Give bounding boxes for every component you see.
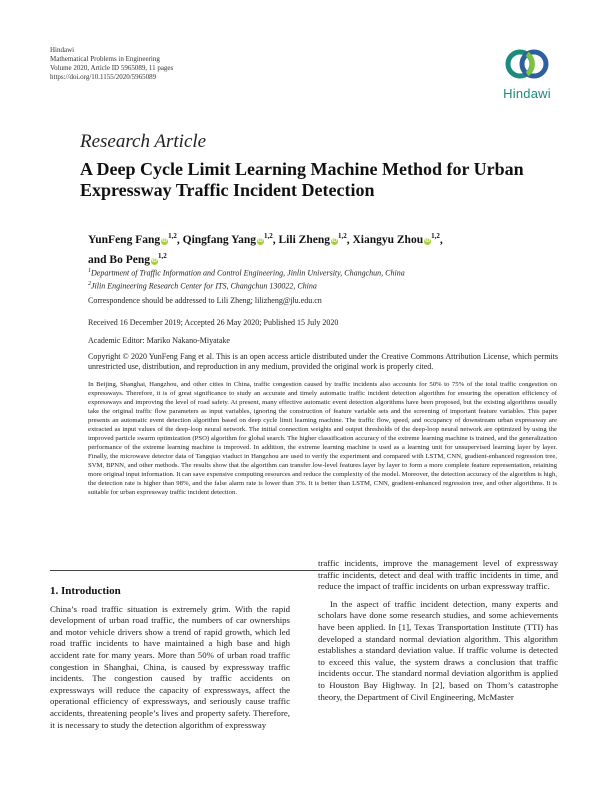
body-column-left [50, 586, 290, 731]
body-paragraph: China’s road traffic situation is extremely grim. With the rapid development of urban road traffic, the numbers of car ownerships and motor vehicle drivers show a trend of rapid growth, which led road traffic incidents to have maintained a high base and high accident rate for many years. More than 50% of urban road traffic congestion in Shanghai, China, is caused by expressway traffic incidents. The congestion caused by traffic accidents on expressways will reduce the capacity of expressways, affect the operational efficiency of expressways, and seriously cause traffic accidents, threatening people’s lives and property safety. Therefore, it is necessary to study the detection algorithm of expressway [50, 603, 290, 730]
author-list [88, 228, 558, 268]
correspondence: Correspondence should be addressed to Lili Zheng; lilizheng@jlu.edu.cn [88, 296, 322, 305]
orcid-icon[interactable]: iD [162, 237, 168, 244]
affiliations [88, 266, 558, 291]
author[interactable]: Qingfang Yang iD$^{1,2}$, [182, 232, 276, 246]
section-heading: 1. Introduction [50, 585, 121, 597]
hindawi-logo-icon [502, 44, 552, 84]
academic-editor: Academic Editor: Mariko Nakano-Miyatake [88, 336, 230, 345]
abstract: In Beijing, Shanghai, Hangzhou, and other cities in China, traffic congestion caused by traffic incidents also accounts for 50% to 75% of the total traffic congestion on expressways. Therefore, it is of great significance to study an accurate and timely automatic traffic incident detection algorithm for ensuring the operation efficiency of expressways and improving the level of road safety. At present, many effective automatic event detection algorithms have been proposed, but the existing algorithms usually take the original traffic flow parameters as input variables, ignoring the construction of feature variable sets and the screening of important feature variables. This paper presents an automatic event detection algorithm based on deep cycle limit learning machine. The traffic flow, speed, and occupancy of downstream urban expressway are extracted as input values of the deep-loop neural network. The initial connection weights and output thresholds of the deep-loop neural network are optimized by using the improved particle swarm optimization (PSO) algorithm for global search. The higher classification accuracy of the extreme learning machine is trained, and the generalization performance of the extreme learning machine is improved. In addition, the extreme learning machine is used as a learning unit for unsupervised learning layer by layer. Finally, the microwave detector data of Tangqiao viaduct in Hangzhou are used to verify the experiment and compared with LSTM, CNN, gradient-enhanced regression tree, SVM, BPNN, and other methods. The results show that the algorithm can transfer low-level features layer by layer to form a more complete feature representation, retaining more original input information. It can save expensive computing resources and reduce the complexity of the model. Moreover, the detection accuracy of the algorithm is high, the detection rate is higher than 98%, and the false alarm rate is lower than 3%. It is better than LSTM, CNN, gradient-enhanced regression tree, and other algorithms. It is suitable for urban expressway traffic incident detection. [88, 381, 558, 496]
affiliation: $^2$Jilin Engineering Research Center for ITS, Changchun 130022, China [88, 280, 317, 291]
journal-name: Mathematical Problems in Engineering [50, 55, 160, 63]
orcid-icon[interactable]: iD [258, 237, 264, 244]
body-column-right [318, 558, 558, 703]
publisher-name: Hindawi [50, 46, 75, 54]
article-type: Research Article [80, 131, 207, 152]
article-dates: Received 16 December 2019; Accepted 26 May 2020; Published 15 July 2020 [88, 318, 339, 327]
author[interactable]: YunFeng Fang iD$^{1,2}$, [88, 232, 180, 246]
copyright-notice: Copyright © 2020 YunFeng Fang et al. This is an open access article distributed under the Creative Commons Attribution License, which permits unrestricted use, distribution, and reproduction in any medium, provided the original work is properly cited. [88, 352, 558, 371]
author[interactable]: Lili Zheng iD$^{1,2}$, [278, 232, 350, 246]
doi-link[interactable]: https://doi.org/10.1155/2020/5965089 [50, 73, 157, 81]
body-paragraph: In the aspect of traffic incident detection, many experts and scholars have done some research studies, and some achievements have been applied. In [1], Texas Transportation Institute (TTI) has developed a standard normal deviation algorithm. This algorithm establishes a standard deviation value. If traffic volume is detected to exceed this value, the system draws a conclusion that traffic incidents occur. The standard normal deviation algorithm is applied to Houston Bay Highway. In [2], based on Thom’s catastrophe theory, the Department of Civil Engineering, McMaster [318, 598, 558, 702]
author[interactable]: Xiangyu Zhou iD$^{1,2}$, [352, 232, 443, 246]
author[interactable]: and Bo Peng iD$^{1,2}$ [88, 251, 167, 266]
orcid-icon[interactable]: iD [425, 237, 431, 244]
journal-info [50, 46, 173, 82]
affiliation: $^1$Department of Traffic Information and Control Engineering, Jinlin University, Changchun, China [88, 268, 405, 278]
paper-title: A Deep Cycle Limit Learning Machine Method for Urban Expressway Traffic Incident Detection [80, 159, 524, 200]
orcid-icon[interactable]: iD [152, 257, 157, 264]
volume-line: Volume 2020, Article ID 5965089, 11 pages [50, 64, 174, 72]
hindawi-logo[interactable] [497, 44, 557, 101]
orcid-icon[interactable]: iD [331, 237, 337, 244]
body-paragraph: traffic incidents, improve the management level of expressway traffic incidents, detect and deal with traffic incidents in time, and reduce the impact of traffic incidents on urban expressway traffic. [318, 558, 558, 592]
logo-wordmark: Hindawi [503, 86, 551, 101]
